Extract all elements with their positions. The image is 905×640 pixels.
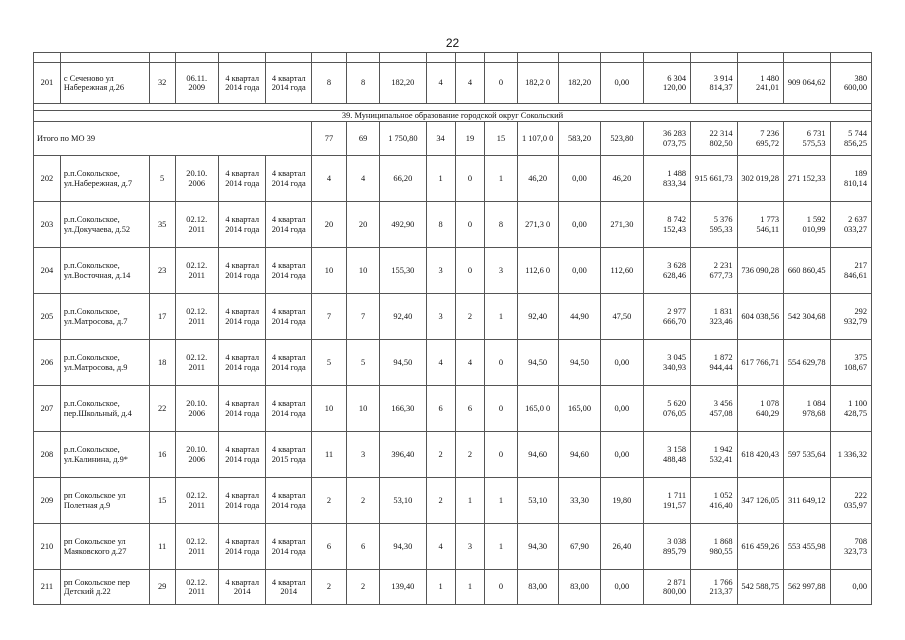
planned-resettlement-cell: 4 квартал 2014 года (218, 248, 266, 294)
resettled-area-cell: 83,00 (517, 570, 558, 605)
resettled-area-cell: 182,2 0 (517, 63, 558, 104)
rooms-private-cell: 4 (455, 63, 485, 104)
page-number: 22 (445, 36, 460, 50)
build-year-cell: 16 (149, 432, 175, 478)
separator-cell (149, 104, 175, 111)
cost-total-cell: 1 488 833,34 (643, 156, 691, 202)
rooms-municipal-cell: 0 (485, 63, 517, 104)
total-cost-total-cell: 36 283 073,75 (643, 122, 691, 156)
total-private-area-cell: 583,20 (558, 122, 600, 156)
recognition-date-cell: 02.12. 2011 (175, 570, 218, 605)
section-title-row (34, 111, 872, 122)
cost-region-cell: 736 090,28 (737, 248, 783, 294)
participants-count-cell: 10 (347, 386, 380, 432)
total-cost-region-cell: 7 236 695,72 (737, 122, 783, 156)
build-year-cell: 17 (149, 294, 175, 340)
recognition-date-cell: 20.10. 2006 (175, 156, 218, 202)
row-number: 205 (34, 294, 61, 340)
area-cell: 155,30 (380, 248, 426, 294)
total-cost-fund-cell: 22 314 802,50 (691, 122, 737, 156)
rooms-municipal-cell: 0 (485, 340, 517, 386)
row-number: 208 (34, 432, 61, 478)
participants-count-cell: 7 (347, 294, 380, 340)
planned-demolition-cell: 4 квартал 2014 года (266, 248, 311, 294)
cost-fund-cell: 1 766 213,37 (691, 570, 737, 605)
participants-count-cell: 20 (347, 202, 380, 248)
rooms-private-cell: 1 (455, 478, 485, 524)
address-cell: рп Сокольское ул Полетная д.9 (60, 478, 149, 524)
planned-demolition-cell: 4 квартал 2014 года (266, 340, 311, 386)
address-cell: р.п.Сокольское, ул.Набережная, д.7 (60, 156, 149, 202)
rooms-private-cell: 4 (455, 340, 485, 386)
rooms-private-cell: 0 (455, 248, 485, 294)
build-year-cell: 35 (149, 202, 175, 248)
municipal-area-cell: 19,80 (601, 478, 643, 524)
cost-fund-cell: 3 456 457,08 (691, 386, 737, 432)
area-cell: 94,30 (380, 524, 426, 570)
recognition-date-cell: 02.12. 2011 (175, 294, 218, 340)
municipal-area-cell: 47,50 (601, 294, 643, 340)
cost-local-cell: 909 064,62 (784, 63, 830, 104)
rooms-private-cell: 0 (455, 202, 485, 248)
cost-local-cell: 311 649,12 (784, 478, 830, 524)
cost-local-cell: 597 535,64 (784, 432, 830, 478)
rooms-private-cell: 1 (455, 570, 485, 605)
rooms-private-cell: 2 (455, 294, 485, 340)
private-area-cell: 182,20 (558, 63, 600, 104)
area-cell: 492,90 (380, 202, 426, 248)
participants-count-cell: 2 (347, 478, 380, 524)
cost-total-cell: 3 628 628,46 (643, 248, 691, 294)
separator-cell (691, 104, 737, 111)
private-area-cell: 0,00 (558, 248, 600, 294)
planned-demolition-cell: 4 квартал 2014 года (266, 524, 311, 570)
total-participants-count-cell: 69 (347, 122, 380, 156)
cost-total-cell: 3 038 895,79 (643, 524, 691, 570)
cost-region-cell: 1 480 241,01 (737, 63, 783, 104)
residents-count-cell: 11 (311, 432, 346, 478)
separator-cell (601, 104, 643, 111)
total-municipal-area-cell: 523,80 (601, 122, 643, 156)
cost-total-cell: 8 742 152,43 (643, 202, 691, 248)
table-row (34, 294, 872, 340)
build-year-cell: 5 (149, 156, 175, 202)
rooms-municipal-cell: 8 (485, 202, 517, 248)
total-area-cell: 1 750,80 (380, 122, 426, 156)
cost-region-cell: 542 588,75 (737, 570, 783, 605)
cost-fund-cell: 3 914 814,37 (691, 63, 737, 104)
cost-total-cell: 5 620 076,05 (643, 386, 691, 432)
planned-resettlement-cell: 4 квартал 2014 года (218, 63, 266, 104)
recognition-date-cell: 02.12. 2011 (175, 524, 218, 570)
cost-local-cell: 660 860,45 (784, 248, 830, 294)
cost-local-cell: 271 152,33 (784, 156, 830, 202)
private-area-cell: 94,60 (558, 432, 600, 478)
cost-extra-cell: 217 846,61 (830, 248, 871, 294)
housing-program-table (33, 52, 872, 605)
separator-cell (311, 104, 346, 111)
row-number: 201 (34, 63, 61, 104)
cost-total-cell: 3 158 488,48 (643, 432, 691, 478)
row-number: 209 (34, 478, 61, 524)
planned-demolition-cell: 4 квартал 2014 года (266, 156, 311, 202)
rooms-municipal-cell: 0 (485, 386, 517, 432)
private-area-cell: 33,30 (558, 478, 600, 524)
cost-local-cell: 1 084 978,68 (784, 386, 830, 432)
planned-resettlement-cell: 4 квартал 2014 года (218, 478, 266, 524)
row-number: 203 (34, 202, 61, 248)
private-area-cell: 67,90 (558, 524, 600, 570)
cost-extra-cell: 375 108,67 (830, 340, 871, 386)
rooms-total-cell: 3 (426, 248, 455, 294)
rooms-municipal-cell: 3 (485, 248, 517, 294)
total-residents-count-cell: 77 (311, 122, 346, 156)
separator-cell (517, 104, 558, 111)
row-number: 210 (34, 524, 61, 570)
rooms-total-cell: 2 (426, 432, 455, 478)
table-row (34, 478, 872, 524)
private-area-cell: 94,50 (558, 340, 600, 386)
rooms-total-cell: 8 (426, 202, 455, 248)
private-area-cell: 83,00 (558, 570, 600, 605)
municipal-area-cell: 112,60 (601, 248, 643, 294)
address-cell: р.п.Сокольское, ул.Докучаева, д.52 (60, 202, 149, 248)
planned-resettlement-cell: 4 квартал 2014 (218, 570, 266, 605)
planned-demolition-cell: 4 квартал 2015 года (266, 432, 311, 478)
planned-demolition-cell: 4 квартал 2014 года (266, 63, 311, 104)
residents-count-cell: 20 (311, 202, 346, 248)
participants-count-cell: 10 (347, 248, 380, 294)
separator-cell (34, 104, 61, 111)
recognition-date-cell: 20.10. 2006 (175, 386, 218, 432)
total-rooms-total-cell: 34 (426, 122, 455, 156)
participants-count-cell: 2 (347, 570, 380, 605)
rooms-municipal-cell: 1 (485, 524, 517, 570)
municipal-area-cell: 46,20 (601, 156, 643, 202)
separator-cell (455, 104, 485, 111)
recognition-date-cell: 06.11. 2009 (175, 63, 218, 104)
table-row (34, 63, 872, 104)
total-label: Итого по МО 39 (34, 122, 312, 156)
separator-cell (485, 104, 517, 111)
build-year-cell: 32 (149, 63, 175, 104)
separator-cell (175, 104, 218, 111)
area-cell: 166,30 (380, 386, 426, 432)
rooms-private-cell: 2 (455, 432, 485, 478)
cost-total-cell: 1 711 191,57 (643, 478, 691, 524)
rooms-total-cell: 6 (426, 386, 455, 432)
total-row (34, 122, 872, 156)
residents-count-cell: 2 (311, 478, 346, 524)
table-row (34, 156, 872, 202)
area-cell: 92,40 (380, 294, 426, 340)
separator-cell (643, 104, 691, 111)
planned-resettlement-cell: 4 квартал 2014 года (218, 202, 266, 248)
rooms-total-cell: 2 (426, 478, 455, 524)
cost-extra-cell: 2 637 033,27 (830, 202, 871, 248)
resettled-area-cell: 94,60 (517, 432, 558, 478)
row-number: 206 (34, 340, 61, 386)
cost-local-cell: 554 629,78 (784, 340, 830, 386)
total-cost-extra-cell: 5 744 856,25 (830, 122, 871, 156)
total-resettled-area-cell: 1 107,0 0 (517, 122, 558, 156)
table-row (34, 202, 872, 248)
cost-extra-cell: 222 035,97 (830, 478, 871, 524)
cost-extra-cell: 1 100 428,75 (830, 386, 871, 432)
address-cell: р.п.Сокольское, ул.Восточная, д.14 (60, 248, 149, 294)
area-cell: 94,50 (380, 340, 426, 386)
rooms-total-cell: 1 (426, 156, 455, 202)
private-area-cell: 0,00 (558, 156, 600, 202)
rooms-municipal-cell: 1 (485, 156, 517, 202)
planned-demolition-cell: 4 квартал 2014 года (266, 386, 311, 432)
cost-local-cell: 553 455,98 (784, 524, 830, 570)
municipal-area-cell: 0,00 (601, 386, 643, 432)
cost-fund-cell: 1 052 416,40 (691, 478, 737, 524)
residents-count-cell: 2 (311, 570, 346, 605)
recognition-date-cell: 02.12. 2011 (175, 202, 218, 248)
residents-count-cell: 7 (311, 294, 346, 340)
rooms-total-cell: 1 (426, 570, 455, 605)
area-cell: 182,20 (380, 63, 426, 104)
row-number: 207 (34, 386, 61, 432)
municipal-area-cell: 0,00 (601, 570, 643, 605)
residents-count-cell: 5 (311, 340, 346, 386)
cost-local-cell: 562 997,88 (784, 570, 830, 605)
residents-count-cell: 10 (311, 248, 346, 294)
build-year-cell: 22 (149, 386, 175, 432)
separator-cell (737, 104, 783, 111)
resettled-area-cell: 94,30 (517, 524, 558, 570)
area-cell: 53,10 (380, 478, 426, 524)
cost-fund-cell: 2 231 677,73 (691, 248, 737, 294)
cost-total-cell: 2 871 800,00 (643, 570, 691, 605)
cost-fund-cell: 5 376 595,33 (691, 202, 737, 248)
municipal-area-cell: 26,40 (601, 524, 643, 570)
address-cell: р.п.Сокольское, ул.Матросова, д.7 (60, 294, 149, 340)
separator-cell (347, 104, 380, 111)
cost-fund-cell: 1 868 980,55 (691, 524, 737, 570)
participants-count-cell: 4 (347, 156, 380, 202)
cost-local-cell: 1 592 010,99 (784, 202, 830, 248)
rooms-total-cell: 4 (426, 340, 455, 386)
separator-cell (558, 104, 600, 111)
address-cell: р.п.Сокольское, ул.Калинина, д.9* (60, 432, 149, 478)
cost-region-cell: 1 773 546,11 (737, 202, 783, 248)
planned-resettlement-cell: 4 квартал 2014 года (218, 524, 266, 570)
rooms-total-cell: 4 (426, 524, 455, 570)
resettled-area-cell: 46,20 (517, 156, 558, 202)
row-number: 204 (34, 248, 61, 294)
rooms-total-cell: 3 (426, 294, 455, 340)
table-top-border-row (34, 53, 872, 63)
municipal-area-cell: 271,30 (601, 202, 643, 248)
recognition-date-cell: 02.12. 2011 (175, 248, 218, 294)
recognition-date-cell: 02.12. 2011 (175, 340, 218, 386)
participants-count-cell: 5 (347, 340, 380, 386)
cost-extra-cell: 292 932,79 (830, 294, 871, 340)
private-area-cell: 165,00 (558, 386, 600, 432)
participants-count-cell: 3 (347, 432, 380, 478)
cost-fund-cell: 1 831 323,46 (691, 294, 737, 340)
planned-resettlement-cell: 4 квартал 2014 года (218, 156, 266, 202)
table-row (34, 524, 872, 570)
cost-region-cell: 617 766,71 (737, 340, 783, 386)
participants-count-cell: 8 (347, 63, 380, 104)
resettled-area-cell: 112,6 0 (517, 248, 558, 294)
address-cell: р.п.Сокольское, ул.Матросова, д.9 (60, 340, 149, 386)
address-cell: рп Сокольское ул Маяковского д.27 (60, 524, 149, 570)
rooms-municipal-cell: 1 (485, 294, 517, 340)
cost-region-cell: 347 126,05 (737, 478, 783, 524)
planned-demolition-cell: 4 квартал 2014 года (266, 478, 311, 524)
table-row (34, 248, 872, 294)
municipal-area-cell: 0,00 (601, 432, 643, 478)
separator-cell (380, 104, 426, 111)
cost-extra-cell: 1 336,32 (830, 432, 871, 478)
rooms-total-cell: 4 (426, 63, 455, 104)
municipal-area-cell: 0,00 (601, 63, 643, 104)
cost-extra-cell: 708 323,73 (830, 524, 871, 570)
cost-region-cell: 616 459,26 (737, 524, 783, 570)
residents-count-cell: 6 (311, 524, 346, 570)
private-area-cell: 0,00 (558, 202, 600, 248)
area-cell: 396,40 (380, 432, 426, 478)
area-cell: 139,40 (380, 570, 426, 605)
cost-extra-cell: 189 810,14 (830, 156, 871, 202)
cost-region-cell: 604 038,56 (737, 294, 783, 340)
separator-cell (830, 104, 871, 111)
rooms-municipal-cell: 0 (485, 570, 517, 605)
cost-extra-cell: 380 600,00 (830, 63, 871, 104)
separator-cell (60, 104, 149, 111)
cost-region-cell: 1 078 640,29 (737, 386, 783, 432)
address-cell: р.п.Сокольское, пер.Школьный, д.4 (60, 386, 149, 432)
total-rooms-private-cell: 19 (455, 122, 485, 156)
resettled-area-cell: 271,3 0 (517, 202, 558, 248)
planned-resettlement-cell: 4 квартал 2014 года (218, 432, 266, 478)
build-year-cell: 11 (149, 524, 175, 570)
total-cost-local-cell: 6 731 575,53 (784, 122, 830, 156)
recognition-date-cell: 02.12. 2011 (175, 478, 218, 524)
planned-demolition-cell: 4 квартал 2014 года (266, 294, 311, 340)
separator-cell (426, 104, 455, 111)
cost-region-cell: 302 019,28 (737, 156, 783, 202)
cost-fund-cell: 915 661,73 (691, 156, 737, 202)
municipal-area-cell: 0,00 (601, 340, 643, 386)
recognition-date-cell: 20.10. 2006 (175, 432, 218, 478)
rooms-private-cell: 3 (455, 524, 485, 570)
table-row (34, 340, 872, 386)
separator-cell (266, 104, 311, 111)
build-year-cell: 18 (149, 340, 175, 386)
participants-count-cell: 6 (347, 524, 380, 570)
table-row (34, 386, 872, 432)
cost-region-cell: 618 420,43 (737, 432, 783, 478)
cost-local-cell: 542 304,68 (784, 294, 830, 340)
resettled-area-cell: 94,50 (517, 340, 558, 386)
cost-fund-cell: 1 942 532,41 (691, 432, 737, 478)
rooms-private-cell: 6 (455, 386, 485, 432)
resettled-area-cell: 92,40 (517, 294, 558, 340)
row-number: 202 (34, 156, 61, 202)
resettled-area-cell: 53,10 (517, 478, 558, 524)
rooms-municipal-cell: 0 (485, 432, 517, 478)
residents-count-cell: 8 (311, 63, 346, 104)
table-row (34, 432, 872, 478)
cost-total-cell: 6 304 120,00 (643, 63, 691, 104)
planned-demolition-cell: 4 квартал 2014 (266, 570, 311, 605)
separator-cell (218, 104, 266, 111)
build-year-cell: 15 (149, 478, 175, 524)
private-area-cell: 44,90 (558, 294, 600, 340)
row-number: 211 (34, 570, 61, 605)
table-row (34, 570, 872, 605)
address-cell: рп Сокольское пер Детский д.22 (60, 570, 149, 605)
section-separator (34, 104, 872, 111)
resettled-area-cell: 165,0 0 (517, 386, 558, 432)
cost-total-cell: 2 977 666,70 (643, 294, 691, 340)
rooms-private-cell: 0 (455, 156, 485, 202)
build-year-cell: 23 (149, 248, 175, 294)
rooms-municipal-cell: 1 (485, 478, 517, 524)
section-title: 39. Муниципальное образование городской округ Сокольский (34, 111, 872, 122)
planned-resettlement-cell: 4 квартал 2014 года (218, 386, 266, 432)
planned-resettlement-cell: 4 квартал 2014 года (218, 294, 266, 340)
cost-extra-cell: 0,00 (830, 570, 871, 605)
residents-count-cell: 4 (311, 156, 346, 202)
area-cell: 66,20 (380, 156, 426, 202)
residents-count-cell: 10 (311, 386, 346, 432)
total-rooms-municipal-cell: 15 (485, 122, 517, 156)
separator-cell (784, 104, 830, 111)
cost-total-cell: 3 045 340,93 (643, 340, 691, 386)
build-year-cell: 29 (149, 570, 175, 605)
address-cell: с Сеченово ул Набережная д.26 (60, 63, 149, 104)
cost-fund-cell: 1 872 944,44 (691, 340, 737, 386)
planned-demolition-cell: 4 квартал 2014 года (266, 202, 311, 248)
planned-resettlement-cell: 4 квартал 2014 года (218, 340, 266, 386)
